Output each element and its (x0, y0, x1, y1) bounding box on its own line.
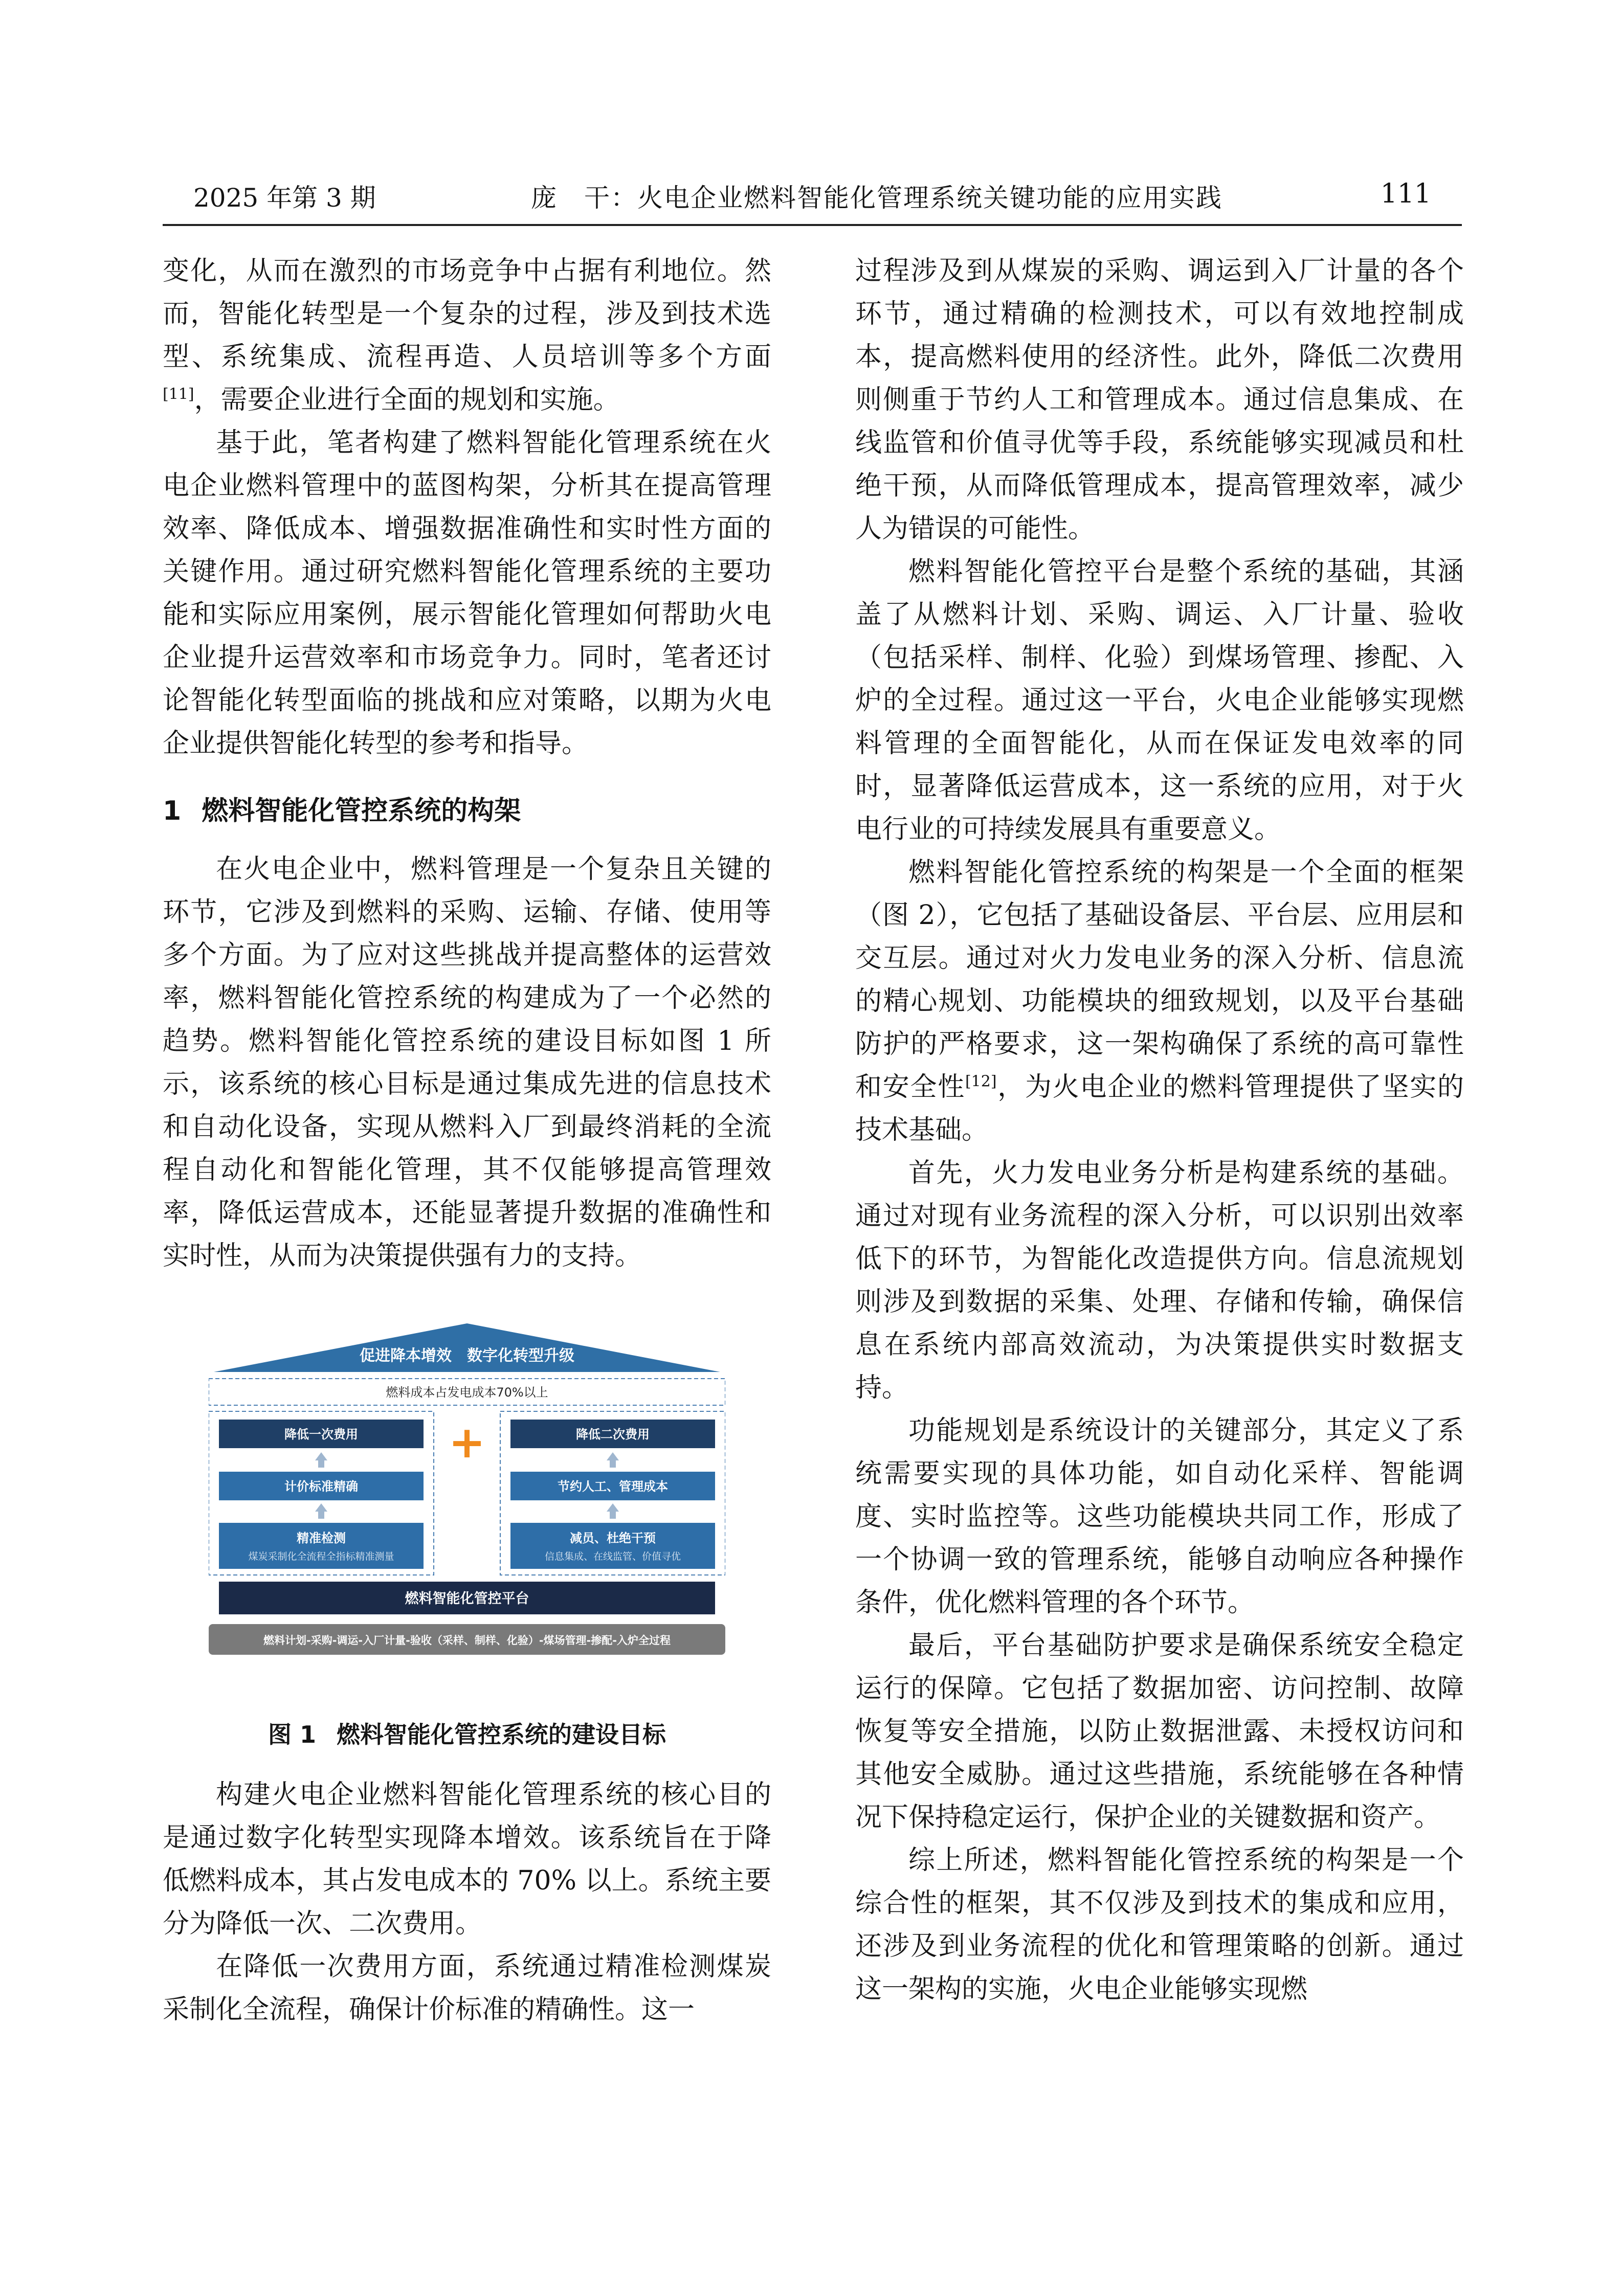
section-number: 1 (163, 796, 182, 826)
roof-title: 促进降本增效 数字化转型升级 (360, 1347, 574, 1365)
paragraph: 最后，平台基础防护要求是确保系统安全稳定运行的保障。它包括了数据加密、访问控制、故障恢复等安全措施，以防止数据泄露、未授权访问和其他安全威胁。通过这些措施，系统能够在各种情况下保持稳定运行，保护企业的关键数据和资产。 (855, 1630, 1464, 1833)
running-header (163, 171, 1462, 217)
paragraph: 综上所述，燃料智能化管控系统的构架是一个综合性的框架，其不仅涉及到技术的集成和应用，还涉及到业务流程的优化和管理策略的创新。通过这一架构的实施，火电企业能够实现燃 (855, 1845, 1464, 2005)
issue-label: 2025 年第 3 期 (193, 183, 376, 213)
page-number: 111 (1380, 178, 1431, 209)
figure-title: 燃料智能化管控系统的建设目标 (337, 1721, 666, 1748)
paragraph-text: ，为火电企业的燃料管理提供了坚实的技术基础。 (855, 1072, 1464, 1145)
right-bottom-sub: 信息集成、在线监管、价值寻优 (544, 1551, 681, 1562)
plus-icon: + (448, 1417, 486, 1468)
left-bottom-sub: 煤炭采制化全流程全指标精准测量 (248, 1551, 394, 1562)
left-top-label: 降低一次费用 (284, 1427, 358, 1442)
citation-ref[interactable]: [11] (163, 385, 194, 403)
left-mid-label: 计价标准精确 (284, 1479, 358, 1494)
paragraph: 在火电企业中，燃料管理是一个复杂且关键的环节，它涉及到燃料的采购、运输、存储、使用等多个方面。为了应对这些挑战并提高整体的运营效率，燃料智能化管控系统的构建成为了一个必然的趋势。燃料智能化管控系统的建设目标如图 1 所示，该系统的核心目标是通过集成先进的信息技术和自动化设备，实现从燃料入厂到最终消耗的全流程自动化和智能化管理，其不仅能够提高管理效率，降低运营成本，还能显著提升数据的准确性和实时性，从而为决策提供强有力的支持。 (163, 854, 771, 1271)
paragraph (163, 250, 771, 421)
paragraph: 构建火电企业燃料智能化管理系统的核心目的是通过数字化转型实现降本增效。该系统旨在于降低燃料成本，其占发电成本的 70% 以上。系统主要分为降低一次、二次费用。 (163, 1780, 771, 1939)
paragraph-text: ，需要企业进行全面的规划和实施。 (194, 385, 620, 415)
paragraph: 在降低一次费用方面，系统通过精准检测煤炭采制化全流程，确保计价标准的精确性。这一 (163, 1951, 771, 2025)
header-rule (163, 224, 1462, 226)
figure-caption (163, 1713, 771, 1756)
right-mid-label: 节约人工、管理成本 (558, 1479, 668, 1494)
section-title: 燃料智能化管控系统的构架 (202, 796, 521, 826)
right-bottom-title: 减员、杜绝干预 (570, 1531, 656, 1545)
figure-1 (163, 1298, 771, 1773)
platform-label: 燃料智能化管控平台 (405, 1591, 529, 1607)
paragraph: 基于此，笔者构建了燃料智能化管理系统在火电企业燃料管理中的蓝图构架，分析其在提高管理效率、降低成本、增强数据准确性和实时性方面的关键作用。通过研究燃料智能化管理系统的主要功能和实际应用案例，展示智能化管理如何帮助火电企业提升运营效率和市场竞争力。同时，笔者还讨论智能化转型面临的挑战和应对策略，以期为火电企业提供智能化转型的参考和指导。 (163, 427, 771, 759)
figure-1-diagram (209, 1323, 725, 1692)
paragraph-text: 变化，从而在激烈的市场竞争中占据有利地位。然而，智能化转型是一个复杂的过程，涉及到技术选型、系统集成、流程再造、人员培训等多个方面 (163, 256, 771, 372)
paragraph (855, 851, 1464, 1152)
paragraph: 过程涉及到从煤炭的采购、调运到入厂计量的各个环节，通过精确的检测技术，可以有效地控制成本，提高燃料使用的经济性。此外，降低二次费用则侧重于节约人工和管理成本。通过信息集成、在线监管和价值寻优等手段，系统能够实现减员和杜绝干预，从而降低管理成本，提高管理效率，减少人为错误的可能性。 (855, 256, 1464, 544)
left-bottom-title: 精准检测 (297, 1531, 346, 1545)
right-column (855, 250, 1464, 2011)
figure-number: 图 1 (268, 1721, 317, 1748)
paragraph-text: 燃料智能化管控系统的构架是一个全面的框架（图 2），它包括了基础设备层、平台层、应用层和交互层。通过对火力发电业务的深入分析、信息流的精心规划、功能模块的细致规划，以及平台基础防护的严格要求，这一架构确保了系统的高可靠性和安全性 (855, 857, 1464, 1102)
citation-ref[interactable]: [12] (965, 1072, 997, 1091)
right-top-label: 降低二次费用 (576, 1427, 650, 1442)
paragraph: 首先，火力发电业务分析是构建系统的基础。通过对现有业务流程的深入分析，可以识别出效率低下的环节，为智能化改造提供方向。信息流规划则涉及到数据的采集、处理、存储和传输，确保信息在系统内部高效流动，为决策提供实时数据支持。 (855, 1158, 1464, 1403)
running-title: 庞 干：火电企业燃料智能化管理系统关键功能的应用实践 (531, 183, 1222, 213)
paragraph: 功能规划是系统设计的关键部分，其定义了系统需要实现的具体功能，如自动化采样、智能调度、实时监控等。这些功能模块共同工作，形成了一个协调一致的管理系统，能够自动响应各种操作条件，优化燃料管理的各个环节。 (855, 1415, 1464, 1618)
section-heading (163, 790, 771, 832)
paragraph: 燃料智能化管控平台是整个系统的基础，其涵盖了从燃料计划、采购、调运、入厂计量、验收（包括采样、制样、化验）到煤场管理、掺配、入炉的全过程。通过这一平台，火电企业能够实现燃料管理的全面智能化，从而在保证发电效率的同时，显著降低运营成本，这一系统的应用，对于火电行业的可持续发展具有重要意义。 (855, 556, 1464, 845)
cost-note: 燃料成本占发电成本70%以上 (386, 1385, 548, 1400)
process-base-label: 燃料计划-采购-调运-入厂计量-验收（采样、制样、化验）-煤场管理-掺配-入炉全过程 (263, 1634, 671, 1647)
left-column (163, 250, 771, 2031)
